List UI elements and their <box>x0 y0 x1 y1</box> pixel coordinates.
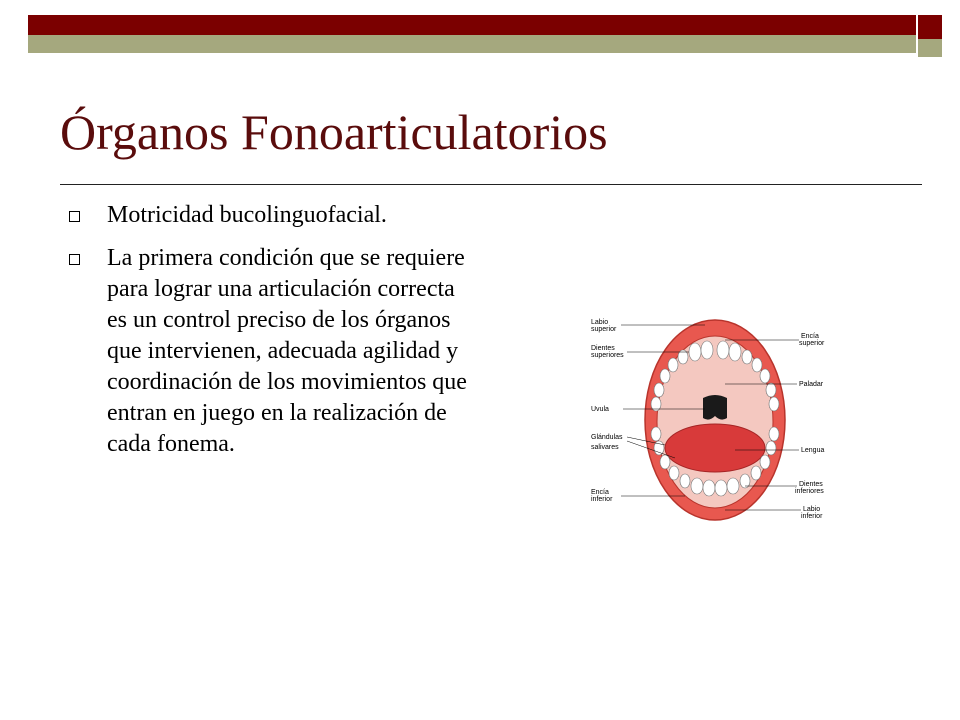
label-glandulas: Glándulas <box>591 434 623 441</box>
tongue-shape <box>665 424 765 472</box>
bullet-text: La primera condición que se requiere para lograr una articulación correcta es un control preciso de los órganos que intervienen, adecuada agilidad y coordinación de los movimientos que entran en juego en la realización de cada fonema. <box>107 245 467 457</box>
bullet-item <box>60 243 480 460</box>
label-encia-inferior: Encía <box>591 489 609 496</box>
label-lengua: Lengua <box>801 447 825 454</box>
label-labio-superior: Labio <box>591 319 609 326</box>
label-uvula: Uvula <box>591 406 609 413</box>
label-encia-superior: Encía <box>801 333 819 340</box>
bullet-item <box>60 200 480 231</box>
label-labio-inferior: Labio <box>803 506 821 513</box>
corner-square-olive <box>918 39 942 57</box>
label-glandulas-2: salivares <box>591 444 619 451</box>
label-encia-inferior-2: inferior <box>591 496 613 503</box>
top-accent-bar-olive <box>28 35 916 53</box>
top-accent-bar <box>28 15 916 35</box>
corner-square-red <box>918 15 942 39</box>
square-bullet-icon <box>69 254 80 265</box>
label-dientes-inferiores-2: inferiores <box>795 488 824 495</box>
label-labio-inferior-2: inferior <box>801 513 823 520</box>
slide-title: Órganos Fonoarticulatorios <box>60 104 608 160</box>
label-labio-superior-2: superior <box>591 326 617 333</box>
bullet-text: Motricidad bucolinguofacial. <box>107 202 387 228</box>
label-dientes-superiores-2: superiores <box>591 352 624 359</box>
label-dientes-inferiores: Dientes <box>799 481 823 488</box>
bullet-list <box>60 200 480 472</box>
label-paladar: Paladar <box>799 381 824 388</box>
uvula-shape <box>703 395 727 420</box>
label-dientes-superiores: Dientes <box>591 345 615 352</box>
title-divider <box>60 184 922 185</box>
label-encia-superior-2: superior <box>799 340 825 347</box>
square-bullet-icon <box>69 211 80 222</box>
mouth-anatomy-diagram <box>585 310 845 540</box>
